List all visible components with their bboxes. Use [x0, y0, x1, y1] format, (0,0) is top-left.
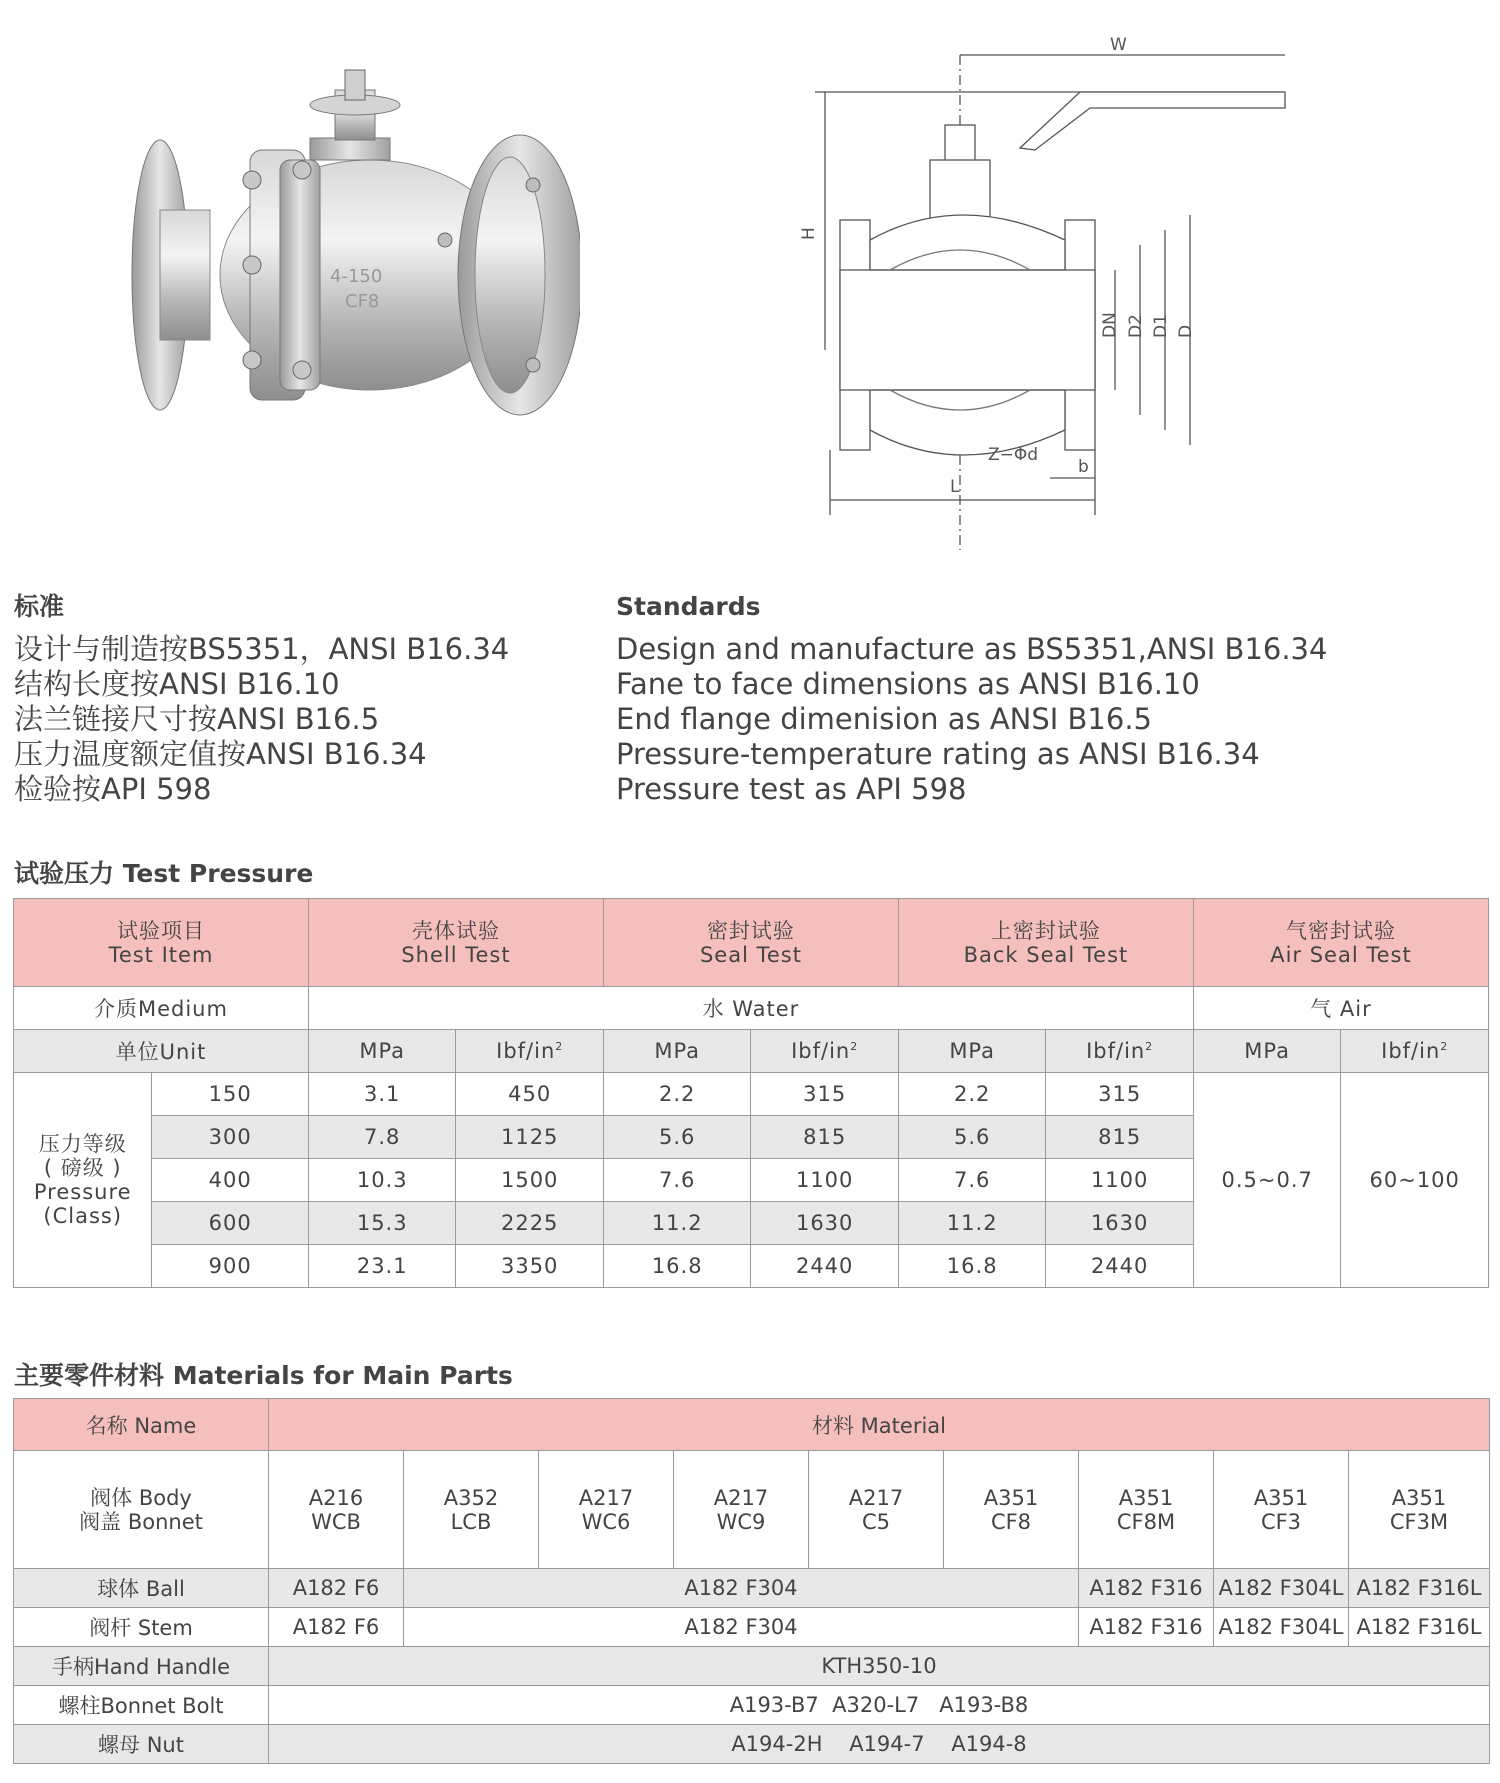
unit-lbf: Ibf/$in^2$ — [751, 1030, 899, 1073]
header-shell-test: 壳体试验 Shell Test — [308, 899, 603, 987]
cell: 315 — [1046, 1073, 1194, 1116]
header-air-seal-test: 气密封试验 Air Seal Test — [1193, 899, 1488, 987]
name-header: 名称 Name — [14, 1399, 269, 1451]
cell: A182 F304 — [404, 1608, 1079, 1647]
unit-lbf: Ibf/$in^2$ — [1341, 1030, 1489, 1073]
class-value: 150 — [152, 1073, 309, 1116]
handle-label: 手柄Hand Handle — [14, 1647, 269, 1686]
header-seal-test: 密封试验 Seal Test — [603, 899, 898, 987]
medium-label: 介质Medium — [14, 987, 309, 1030]
cell: 7.8 — [308, 1116, 455, 1159]
body-material: A217 C5 — [809, 1451, 944, 1569]
cell: 7.6 — [603, 1159, 750, 1202]
body-material: A217 WC9 — [674, 1451, 809, 1569]
cell: 815 — [1046, 1116, 1194, 1159]
cell: A182 F304 — [404, 1569, 1079, 1608]
standards-en-heading: Standards — [616, 592, 761, 621]
cell: 3350 — [456, 1245, 604, 1288]
class-value: 300 — [152, 1116, 309, 1159]
cell: 1100 — [751, 1159, 899, 1202]
table-row — [14, 1725, 1490, 1764]
unit-mpa: MPa — [603, 1030, 750, 1073]
bolt-label: 螺柱Bonnet Bolt — [14, 1686, 269, 1725]
standards-en — [616, 590, 1327, 807]
test-pressure-title: 试验压力 Test Pressure — [14, 859, 314, 888]
dim-h: H — [799, 227, 819, 240]
medium-water: 水 Water — [308, 987, 1193, 1030]
standards-cn — [14, 590, 509, 807]
cell: 7.6 — [898, 1159, 1045, 1202]
cell: 15.3 — [308, 1202, 455, 1245]
unit-mpa: MPa — [1193, 1030, 1340, 1073]
body-label: 阀体 Body 阀盖 Bonnet — [14, 1451, 269, 1569]
photo-marking-2: CF8 — [345, 291, 380, 312]
stem-label: 阀杆 Stem — [14, 1608, 269, 1647]
cell: 450 — [456, 1073, 604, 1116]
body-material: A217 WC6 — [539, 1451, 674, 1569]
dim-w: W — [1110, 35, 1127, 55]
materials-table — [13, 1398, 1490, 1764]
cell: 1630 — [751, 1202, 899, 1245]
unit-label: 单位Unit — [14, 1030, 309, 1073]
cell: 23.1 — [308, 1245, 455, 1288]
nut-label: 螺母 Nut — [14, 1725, 269, 1764]
standards-en-line: End flange dimenision as ANSI B16.5 — [616, 702, 1152, 736]
standards-cn-line: 压力温度额定值按ANSI B16.34 — [14, 737, 427, 771]
header-back-seal-test: 上密封试验 Back Seal Test — [898, 899, 1193, 987]
dim-d: D — [1176, 324, 1196, 338]
cell: 1500 — [456, 1159, 604, 1202]
cell: 315 — [751, 1073, 899, 1116]
standards-en-line: Design and manufacture as BS5351,ANSI B16.34 — [616, 632, 1328, 666]
standards-en-line: Fane to face dimensions as ANSI B16.10 — [616, 667, 1200, 701]
air-lbf: 60~100 — [1341, 1073, 1489, 1288]
standards-cn-line: 结构长度按ANSI B16.10 — [14, 667, 340, 701]
cell: 11.2 — [898, 1202, 1045, 1245]
valve-section-drawing — [780, 30, 1310, 560]
dim-b: b — [1078, 457, 1089, 477]
cell: 815 — [751, 1116, 899, 1159]
class-label: 压力等级 ( 磅级 ) Pressure (Class) — [14, 1073, 152, 1288]
ball-label: 球体 Ball — [14, 1569, 269, 1608]
cell: A182 F304L — [1214, 1608, 1349, 1647]
standards-cn-line: 设计与制造按BS5351，ANSI B16.34 — [14, 632, 510, 666]
cell: A182 F304L — [1214, 1569, 1349, 1608]
cell: A182 F316 — [1079, 1569, 1214, 1608]
cell: A182 F316L — [1349, 1569, 1490, 1608]
class-value: 400 — [152, 1159, 309, 1202]
cell: 2440 — [751, 1245, 899, 1288]
cell: 10.3 — [308, 1159, 455, 1202]
table-row — [14, 1686, 1490, 1725]
standards-en-line: Pressure test as API 598 — [616, 772, 967, 806]
medium-air: 气 Air — [1193, 987, 1488, 1030]
cell: 2.2 — [898, 1073, 1045, 1116]
cell: A194-2H A194-7 A194-8 — [269, 1725, 1490, 1764]
dim-dn: DN — [1100, 312, 1120, 338]
body-material: A216 WCB — [269, 1451, 404, 1569]
valve-photo — [120, 60, 580, 480]
dim-bolt: Z−Φd — [988, 445, 1039, 465]
unit-lbf: Ibf/$in^2$ — [1046, 1030, 1194, 1073]
cell: 1630 — [1046, 1202, 1194, 1245]
table-row — [14, 1073, 1489, 1116]
cell: A182 F316L — [1349, 1608, 1490, 1647]
cell: A182 F6 — [269, 1569, 404, 1608]
material-header: 材料 Material — [269, 1399, 1490, 1451]
air-mpa: 0.5~0.7 — [1193, 1073, 1340, 1288]
cell: KTH350-10 — [269, 1647, 1490, 1686]
cell: 2.2 — [603, 1073, 750, 1116]
unit-lbf: Ibf/$in^2$ — [456, 1030, 604, 1073]
body-material: A351 CF8M — [1079, 1451, 1214, 1569]
cell: 1100 — [1046, 1159, 1194, 1202]
standards-cn-line: 检验按API 598 — [14, 772, 212, 806]
table-row — [14, 1647, 1490, 1686]
standards-cn-line: 法兰链接尺寸按ANSI B16.5 — [14, 702, 380, 736]
dim-d2: D2 — [1126, 314, 1146, 338]
cell: A182 F6 — [269, 1608, 404, 1647]
body-material: A351 CF3 — [1214, 1451, 1349, 1569]
dim-d1: D1 — [1151, 314, 1171, 338]
standards-en-line: Pressure-temperature rating as ANSI B16.34 — [616, 737, 1260, 771]
cell: 2440 — [1046, 1245, 1194, 1288]
body-material: A352 LCB — [404, 1451, 539, 1569]
table-row — [14, 1608, 1490, 1647]
materials-title: 主要零件材料 Materials for Main Parts — [14, 1361, 513, 1390]
table-row — [14, 1451, 1490, 1569]
cell: 2225 — [456, 1202, 604, 1245]
class-value: 900 — [152, 1245, 309, 1288]
cell: 5.6 — [898, 1116, 1045, 1159]
photo-marking-1: 4-150 — [330, 266, 383, 287]
standards-cn-heading: 标准 — [14, 592, 65, 621]
dim-l: L — [950, 477, 960, 497]
class-value: 600 — [152, 1202, 309, 1245]
cell: 5.6 — [603, 1116, 750, 1159]
header-test-item: 试验项目 Test Item — [14, 899, 309, 987]
unit-mpa: MPa — [898, 1030, 1045, 1073]
test-pressure-table — [13, 898, 1489, 1288]
cell: 3.1 — [308, 1073, 455, 1116]
cell: 16.8 — [898, 1245, 1045, 1288]
cell: A182 F316 — [1079, 1608, 1214, 1647]
unit-mpa: MPa — [308, 1030, 455, 1073]
cell: 1125 — [456, 1116, 604, 1159]
body-material: A351 CF3M — [1349, 1451, 1490, 1569]
cell: 11.2 — [603, 1202, 750, 1245]
body-material: A351 CF8 — [944, 1451, 1079, 1569]
cell: A193-B7 A320-L7 A193-B8 — [269, 1686, 1490, 1725]
cell: 16.8 — [603, 1245, 750, 1288]
table-row — [14, 1569, 1490, 1608]
